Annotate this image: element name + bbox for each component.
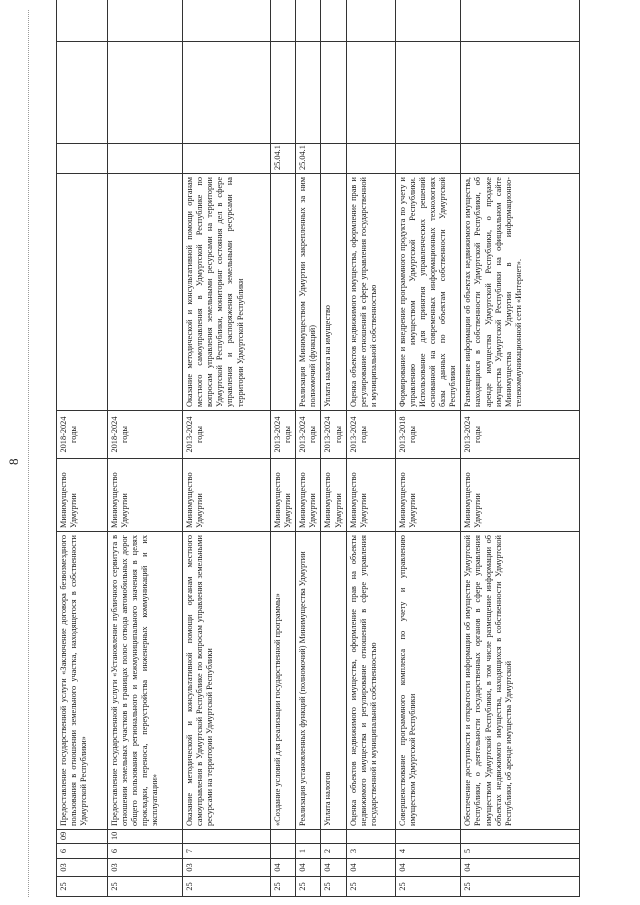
page-number: 8 bbox=[6, 458, 21, 465]
code-2: 04 bbox=[346, 859, 395, 877]
table-row bbox=[57, 0, 108, 897]
executor: Минимущество Удмуртии bbox=[271, 459, 296, 532]
code-2: 03 bbox=[183, 859, 271, 877]
measure-name: Совершенствование программного комплекса по учету и управлению имуществом Удмуртской Республики bbox=[395, 532, 461, 830]
code-4 bbox=[183, 830, 271, 844]
empty-cell bbox=[296, 0, 321, 42]
code-3: 6 bbox=[57, 844, 108, 859]
table-row bbox=[395, 0, 461, 897]
code-1: 25 bbox=[57, 877, 108, 897]
term: 2013-2024 годы bbox=[461, 411, 580, 459]
expected-result bbox=[108, 174, 183, 411]
link-indicator: 25.04.1 bbox=[296, 144, 321, 174]
executor: Минимущество Удмуртии bbox=[321, 459, 346, 532]
term: 2013-2018 годы bbox=[395, 411, 461, 459]
empty-cell bbox=[346, 0, 395, 42]
term: 2018-2024 годы bbox=[57, 411, 108, 459]
link-indicator bbox=[346, 144, 395, 174]
empty-cell bbox=[461, 0, 580, 42]
measure-name: Обеспечение доступности и открытости информации об имуществе Удмуртской Республики, о деятельности государственных органов в сфере управления имуществом Удмуртской Республики, в том числе размещение информации об объектах недвижимого имущества, находящихся в собственности Удмуртской Республики, об аренде имущества Удмуртской bbox=[461, 532, 580, 830]
code-4 bbox=[296, 830, 321, 844]
measure-name: Предоставление государственной услуги «Установление публичного сервитута в отношении земельных участков в границах полос отвода автомобильных дорог общего пользования регионального и межмуниципального значения в целях прокладки, переноса, переустройства инженерных коммуникаций и их эксплуатации» bbox=[108, 532, 183, 830]
code-2: 03 bbox=[57, 859, 108, 877]
code-2: 04 bbox=[461, 859, 580, 877]
term: 2013-2024 годы bbox=[321, 411, 346, 459]
code-4 bbox=[461, 830, 580, 844]
code-3: 7 bbox=[183, 844, 271, 859]
code-3: 1 bbox=[296, 844, 321, 859]
code-4 bbox=[346, 830, 395, 844]
measure-name: Предоставление государственной услуги «Заключение договора безвозмездного пользования в отношении земельного участка, находящегося в собственности Удмуртской Республики» bbox=[57, 532, 108, 830]
empty-cell bbox=[296, 42, 321, 144]
link-indicator bbox=[183, 144, 271, 174]
expected-result: Размещение информации об объектах недвижимого имущества, находящихся в собственности Удмуртской Республики, об аренде имущества Удмуртской Республики, о продаже имущества Удмуртской Республики на официальном сайте Минимущества Удмуртии в информационно-телекоммуникационной сети «Интернет». bbox=[461, 174, 580, 411]
table-row bbox=[296, 0, 321, 897]
empty-cell bbox=[346, 42, 395, 144]
code-1: 25 bbox=[183, 877, 271, 897]
measure-name: Уплата налогов bbox=[321, 532, 346, 830]
executor: Минимущество Удмуртии bbox=[57, 459, 108, 532]
term: 2013-2024 годы bbox=[296, 411, 321, 459]
code-2: 04 bbox=[271, 859, 296, 877]
code-4 bbox=[395, 830, 461, 844]
expected-result bbox=[271, 174, 296, 411]
table-row bbox=[183, 0, 271, 897]
code-1: 25 bbox=[321, 877, 346, 897]
code-1: 25 bbox=[296, 877, 321, 897]
code-1: 25 bbox=[108, 877, 183, 897]
executor: Минимущество Удмуртии bbox=[395, 459, 461, 532]
code-3: 2 bbox=[321, 844, 346, 859]
empty-cell bbox=[271, 42, 296, 144]
empty-cell bbox=[57, 42, 108, 144]
code-1: 25 bbox=[271, 877, 296, 897]
code-1: 25 bbox=[461, 877, 580, 897]
measure-name: Оценка объектов недвижимого имущества, оформление прав на объекты недвижимого имущества и регулирование отношений в сфере управления государственной и муниципальной собственностью bbox=[346, 532, 395, 830]
code-2: 04 bbox=[321, 859, 346, 877]
table-row bbox=[461, 0, 580, 897]
empty-cell bbox=[321, 42, 346, 144]
program-table bbox=[56, 0, 580, 897]
executor: Минимущество Удмуртии bbox=[296, 459, 321, 532]
empty-cell bbox=[395, 42, 461, 144]
expected-result: Реализация Минимуществом Удмуртии закрепленных за ним полномочий (функций) bbox=[296, 174, 321, 411]
link-indicator bbox=[461, 144, 580, 174]
expected-result: Оценка объектов недвижимого имущества, оформление прав и регулирование отношений в сфере управления государственной и муниципальной собственностью bbox=[346, 174, 395, 411]
code-3: 6 bbox=[108, 844, 183, 859]
table-row bbox=[346, 0, 395, 897]
measure-name: Реализация установленных функций (полномочий) Минимущества Удмуртии bbox=[296, 532, 321, 830]
empty-cell bbox=[183, 42, 271, 144]
code-3: 5 bbox=[461, 844, 580, 859]
code-1: 25 bbox=[346, 877, 395, 897]
expected-result: Оказание методической и консультативной помощи органам местного самоуправления в Удмуртской Республике по вопросам управления земельными ресурсами на территории Удмуртской Республики, мониторинг состояния дел в сфере управления и распоряжения земельными ресурсами на территории Удмуртской Республики bbox=[183, 174, 271, 411]
term: 2013-2024 годы bbox=[346, 411, 395, 459]
empty-cell bbox=[183, 0, 271, 42]
link-indicator bbox=[57, 144, 108, 174]
empty-cell bbox=[108, 0, 183, 42]
term: 2018-2024 годы bbox=[108, 411, 183, 459]
empty-cell bbox=[395, 0, 461, 42]
expected-result bbox=[57, 174, 108, 411]
code-2: 04 bbox=[395, 859, 461, 877]
executor: Минимущество Удмуртии bbox=[461, 459, 580, 532]
link-indicator bbox=[108, 144, 183, 174]
code-3 bbox=[271, 844, 296, 859]
code-2: 03 bbox=[108, 859, 183, 877]
link-indicator bbox=[321, 144, 346, 174]
empty-cell bbox=[271, 0, 296, 42]
table-row bbox=[271, 0, 296, 897]
empty-cell bbox=[108, 42, 183, 144]
code-4 bbox=[321, 830, 346, 844]
table-row bbox=[108, 0, 183, 897]
code-1: 25 bbox=[395, 877, 461, 897]
code-2: 04 bbox=[296, 859, 321, 877]
code-3: 3 bbox=[346, 844, 395, 859]
executor: Минимущество Удмуртии bbox=[183, 459, 271, 532]
link-indicator bbox=[395, 144, 461, 174]
empty-cell bbox=[321, 0, 346, 42]
measure-name: «Создание условий для реализации государственной программы» bbox=[271, 532, 296, 830]
term: 2013-2024 годы bbox=[183, 411, 271, 459]
code-4: 09 bbox=[57, 830, 108, 844]
link-indicator: 25.04.1 bbox=[271, 144, 296, 174]
expected-result: Формирование и внедрение программного продукта по учету и управлению имуществом Удмуртской Республики. Использование для принятия управленческих решений основанной на современных информационных технологиях базы данных по объектам собственности Удмуртской Республики bbox=[395, 174, 461, 411]
executor: Минимущество Удмуртии bbox=[108, 459, 183, 532]
table-row bbox=[321, 0, 346, 897]
empty-cell bbox=[461, 42, 580, 144]
executor: Минимущество Удмуртии bbox=[346, 459, 395, 532]
code-4 bbox=[271, 830, 296, 844]
empty-cell bbox=[57, 0, 108, 42]
expected-result: Уплата налога на имущество bbox=[321, 174, 346, 411]
term: 2013-2024 годы bbox=[271, 411, 296, 459]
code-4: 10 bbox=[108, 830, 183, 844]
top-dotted-rule bbox=[28, 10, 29, 897]
measure-name: Оказание методической и консультативной помощи органам местного самоуправления в Удмуртской Республике по вопросам управления земельными ресурсами на территории Удмуртской Республики bbox=[183, 532, 271, 830]
code-3: 4 bbox=[395, 844, 461, 859]
